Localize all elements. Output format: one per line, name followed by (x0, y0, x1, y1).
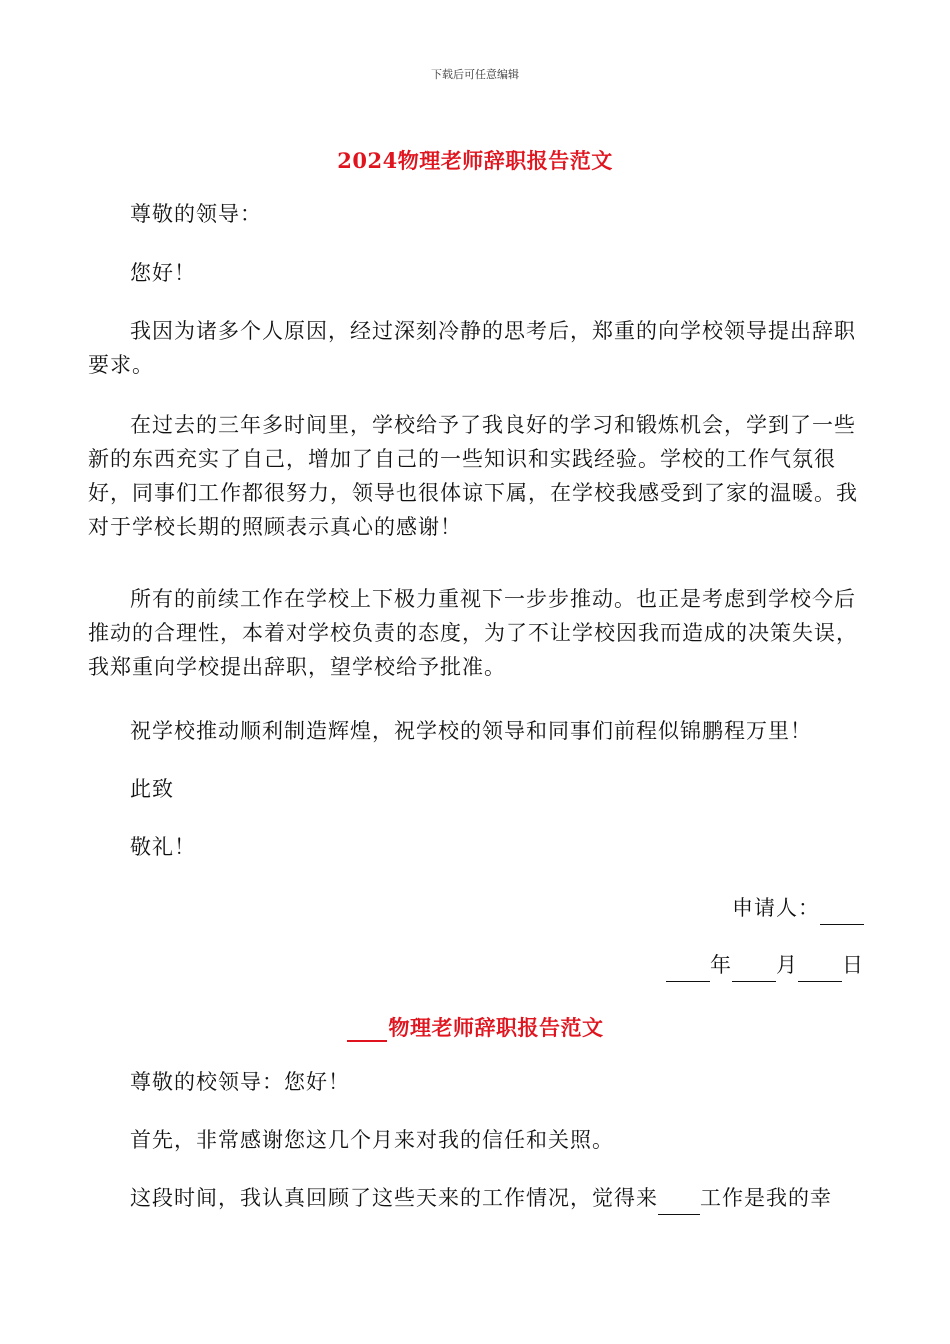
date-day-label: 日 (842, 953, 864, 977)
doc2-p2-blank (658, 1194, 700, 1215)
doc1-applicant-line (88, 891, 864, 925)
doc2-p2-after: 工作是我的幸 (700, 1186, 832, 1210)
doc1-title: 2024物理老师辞职报告范文 (337, 148, 613, 173)
doc1-paragraph-4: 祝学校推动顺利制造辉煌，祝学校的领导和同事们前程似锦鹏程万里！ (130, 719, 812, 743)
applicant-blank (820, 904, 864, 925)
doc1-closing-2: 敬礼！ (130, 835, 196, 859)
year-blank (666, 961, 710, 982)
doc1-closing-1: 此致 (130, 777, 174, 801)
doc1-paragraph-2: 在过去的三年多时间里，学校给予了我良好的学习和锻炼机会，学到了一些新的东西充实了自己，增加了自己的一些知识和实践经验。学校的工作气氛很好，同事们工作都很努力，领导也很体谅下属，在学校我感受到了家的温暖。我对于学校长期的照顾表示真心的感谢！ (88, 413, 858, 539)
doc1-salutation: 尊敬的领导： (130, 202, 262, 226)
doc1-paragraph-1: 我因为诸多个人原因，经过深刻冷静的思考后，郑重的向学校领导提出辞职要求。 (88, 319, 856, 377)
doc2-paragraph-1: 首先，非常感谢您这几个月来对我的信任和关照。 (130, 1128, 614, 1152)
doc1-paragraph-3: 所有的前续工作在学校上下极力重视下一步步推动。也正是考虑到学校今后推动的合理性，本着对学校负责的态度，为了不让学校因我而造成的决策失误，我郑重向学校提出辞职，望学校给予批准。 (88, 587, 858, 679)
doc2-salutation: 尊敬的校领导：您好！ (130, 1070, 350, 1094)
doc2-title-blank (347, 1020, 387, 1042)
doc2-title-text: 物理老师辞职报告范文 (388, 1015, 604, 1040)
doc2-paragraph-2 (88, 1181, 864, 1215)
date-year-label: 年 (710, 953, 732, 977)
doc1-greeting: 您好！ (130, 261, 196, 285)
doc1-date-line (88, 948, 864, 982)
date-month-label: 月 (776, 953, 798, 977)
doc2-p2-before: 这段时间，我认真回顾了这些天来的工作情况，觉得来 (130, 1186, 658, 1210)
doc2-title (0, 1012, 950, 1042)
month-blank (732, 961, 776, 982)
day-blank (798, 961, 842, 982)
applicant-label: 申请人： (732, 896, 820, 920)
header-note: 下载后可任意编辑 (431, 68, 519, 81)
